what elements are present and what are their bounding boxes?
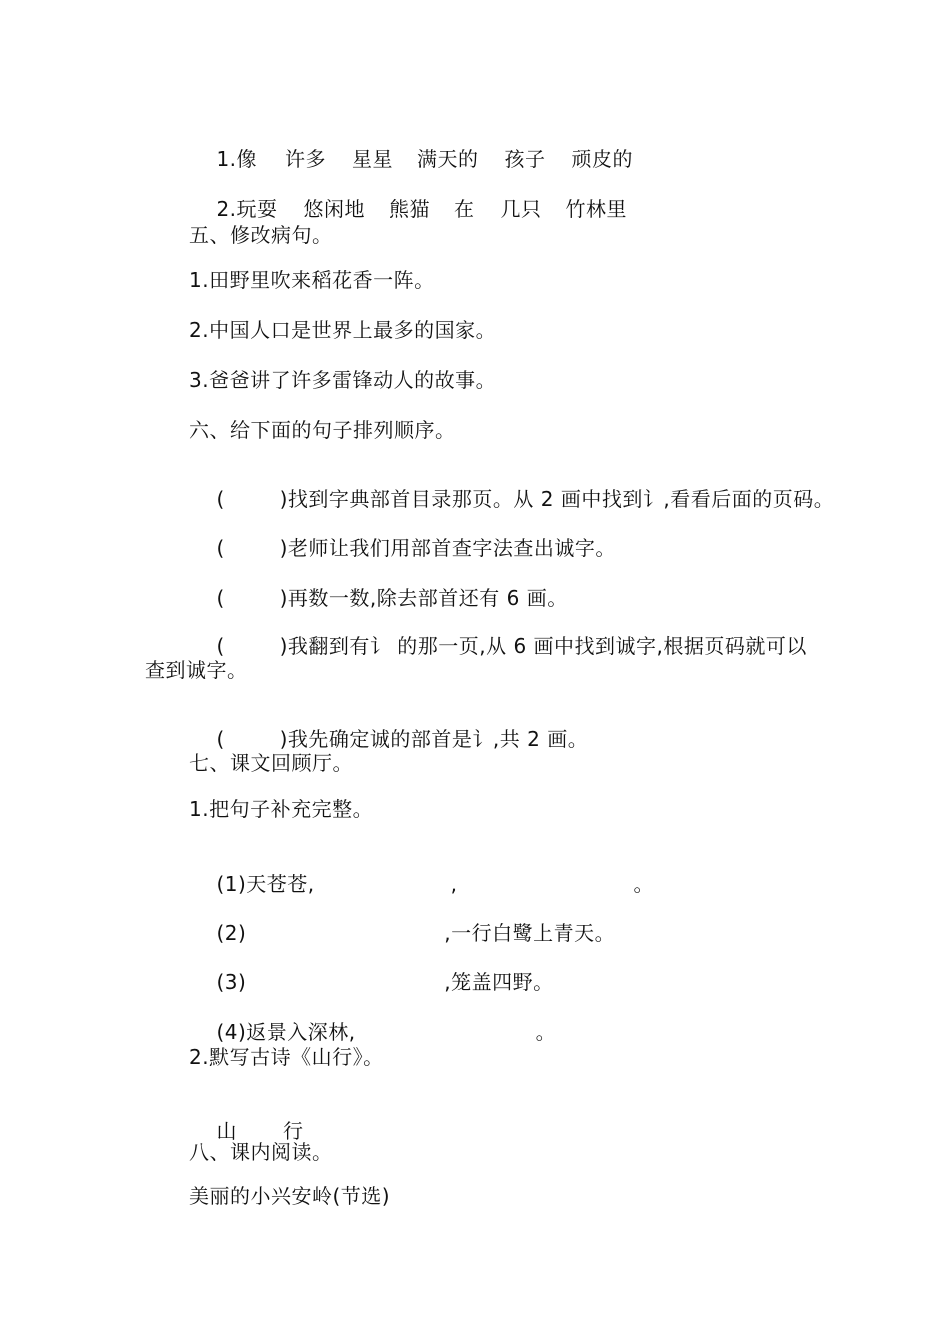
order-text: 再数一数,除去部首还有 6 画。 [287,586,568,610]
answer-paren: ( ) [216,634,288,658]
answer-paren: ( ) [216,727,288,751]
poem-title-char: 行 [282,1119,304,1143]
fill-label: (1)天苍苍, [216,872,315,896]
fill-end: 。 [633,872,654,896]
word: 孩子 [504,147,546,171]
fill-end: ,笼盖四野。 [444,970,554,994]
fill-label: (2) [216,921,247,945]
sentence-item-1: 1.田野里吹来稻花香一阵。 [189,268,435,292]
answer-paren: ( ) [216,487,288,511]
word: 像 [236,147,258,171]
fill-label: (4)返景入深林, [216,1020,356,1044]
word: 玩耍 [236,197,278,221]
item-number: 2. [216,197,237,221]
word: 在 [454,197,475,221]
word: 竹林里 [565,197,628,221]
poem-title-char: 山 [216,1119,237,1143]
answer-paren: ( ) [216,536,288,560]
word: 星星 [352,147,394,171]
word: 熊猫 [389,197,431,221]
word: 许多 [285,147,327,171]
fill-end: 。 [535,1020,557,1044]
order-text: 我先确定诚的部首是讠,共 2 画。 [287,727,589,751]
order-text: 老师让我们用部首查字法查出诚字。 [287,536,616,560]
fill-end: ,一行白鹭上青天。 [444,921,616,945]
order-item-4 [189,610,807,682]
item-number: 1. [216,147,237,171]
fill-label: (3) [216,970,247,994]
order-item-4-continued: 查到诚字。 [145,658,248,682]
section-heading-5: 五、修改病句。 [189,223,333,247]
order-text: 我翻到有讠 的那一页,从 6 画中找到诚字,根据页码就可以 [287,634,807,658]
sentence-item-3: 3.爸爸讲了许多雷锋动人的故事。 [189,368,497,392]
section-heading-7: 七、课文回顾厅。 [189,751,353,775]
word: 顽皮的 [571,147,634,171]
sentence-item-2: 2.中国人口是世界上最多的国家。 [189,318,497,342]
word: 满天的 [417,147,479,171]
word: 几只 [500,197,542,221]
section-heading-8: 八、课内阅读。 [189,1140,333,1164]
order-text: 找到字典部首目录那页。从 2 画中找到讠,看看后面的页码。 [287,487,835,511]
passage-title: 美丽的小兴安岭(节选) [189,1184,391,1208]
word: 悠闲地 [303,197,366,221]
subquestion-1: 1.把句子补充完整。 [189,797,374,821]
answer-paren: ( ) [216,586,288,610]
fill-mid: , [450,872,458,896]
section-heading-6: 六、给下面的句子排列顺序。 [189,418,456,442]
subquestion-2: 2.默写古诗《山行》。 [189,1045,384,1069]
